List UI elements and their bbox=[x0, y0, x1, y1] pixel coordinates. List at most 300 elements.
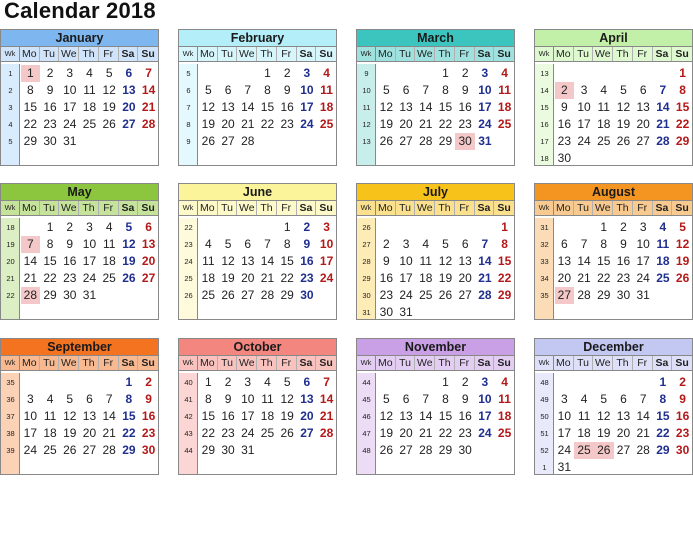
day-cell[interactable]: 25 bbox=[102, 271, 116, 285]
day-cell[interactable]: 4 bbox=[46, 392, 54, 406]
day-cell[interactable]: 1 bbox=[46, 220, 54, 234]
day-cell[interactable]: 15 bbox=[43, 254, 57, 268]
day-cell[interactable]: 11 bbox=[261, 392, 274, 406]
day-cell[interactable]: 25 bbox=[82, 117, 97, 131]
day-cell[interactable]: 16 bbox=[458, 409, 472, 423]
day-cell[interactable]: 15 bbox=[23, 100, 38, 114]
day-cell[interactable]: 7 bbox=[580, 237, 588, 251]
day-cell[interactable]: 22 bbox=[122, 426, 136, 440]
day-cell[interactable]: 26 bbox=[102, 117, 116, 131]
day-cell[interactable]: 5 bbox=[125, 220, 133, 234]
day-cell[interactable]: 15 bbox=[438, 409, 453, 423]
day-cell[interactable]: 17 bbox=[82, 254, 97, 268]
day-cell[interactable]: 26 bbox=[438, 288, 453, 302]
day-cell[interactable]: 14 bbox=[577, 254, 591, 268]
day-cell[interactable]: 24 bbox=[241, 426, 255, 440]
day-cell[interactable]: 9 bbox=[461, 83, 469, 97]
day-cell[interactable]: 24 bbox=[557, 443, 572, 457]
day-cell[interactable]: 8 bbox=[501, 237, 508, 251]
day-cell[interactable]: 22 bbox=[438, 426, 453, 440]
day-cell[interactable]: 15 bbox=[656, 409, 670, 423]
day-cell[interactable]: 3 bbox=[323, 220, 330, 234]
day-cell[interactable]: 8 bbox=[442, 392, 449, 406]
day-cell[interactable]: 23 bbox=[458, 117, 472, 131]
day-cell[interactable]: 25 bbox=[43, 443, 57, 457]
day-cell[interactable]: 22 bbox=[675, 117, 690, 131]
day-cell[interactable]: 6 bbox=[402, 83, 410, 97]
day-cell[interactable]: 9 bbox=[303, 237, 311, 251]
day-cell[interactable]: 30 bbox=[141, 443, 156, 457]
day-cell[interactable]: 23 bbox=[458, 426, 472, 440]
day-cell[interactable]: 28 bbox=[241, 134, 255, 148]
day-cell[interactable]: 29 bbox=[656, 443, 670, 457]
day-cell[interactable]: 4 bbox=[600, 83, 608, 97]
day-cell[interactable]: 20 bbox=[122, 100, 136, 114]
day-cell[interactable]: 2 bbox=[461, 375, 469, 389]
day-cell[interactable]: 2 bbox=[145, 375, 152, 389]
day-cell[interactable]: 28 bbox=[141, 117, 156, 131]
day-cell[interactable]: 15 bbox=[201, 409, 216, 423]
day-cell[interactable]: 18 bbox=[577, 426, 591, 440]
day-cell[interactable]: 12 bbox=[63, 409, 77, 423]
day-cell[interactable]: 21 bbox=[478, 271, 492, 285]
day-cell[interactable]: 3 bbox=[303, 66, 311, 80]
day-cell[interactable]: 8 bbox=[264, 83, 271, 97]
day-cell[interactable]: 16 bbox=[221, 409, 235, 423]
day-cell[interactable]: 30 bbox=[557, 151, 572, 165]
day-cell[interactable]: 24 bbox=[300, 117, 314, 131]
day-cell[interactable]: 12 bbox=[675, 237, 690, 251]
day-cell[interactable]: 19 bbox=[616, 117, 631, 131]
day-cell[interactable]: 18 bbox=[597, 117, 611, 131]
day-cell[interactable]: 5 bbox=[383, 83, 390, 97]
day-cell[interactable]: 16 bbox=[300, 254, 314, 268]
day-cell[interactable]: 19 bbox=[675, 254, 690, 268]
day-cell[interactable]: 26 bbox=[379, 443, 394, 457]
day-cell[interactable]: 8 bbox=[27, 83, 34, 97]
day-cell[interactable]: 29 bbox=[122, 443, 136, 457]
day-cell[interactable]: 28 bbox=[636, 443, 650, 457]
day-cell[interactable]: 20 bbox=[82, 426, 97, 440]
day-cell[interactable]: 8 bbox=[205, 392, 212, 406]
day-cell[interactable]: 20 bbox=[241, 271, 255, 285]
day-cell[interactable]: 26 bbox=[63, 443, 77, 457]
day-cell[interactable]: 10 bbox=[577, 100, 591, 114]
day-cell[interactable]: 30 bbox=[616, 288, 631, 302]
day-cell[interactable]: 30 bbox=[675, 443, 690, 457]
day-cell[interactable]: 3 bbox=[481, 375, 489, 389]
day-cell[interactable]: 31 bbox=[399, 305, 413, 319]
day-cell[interactable]: 8 bbox=[46, 237, 54, 251]
day-cell[interactable]: 1 bbox=[442, 375, 449, 389]
day-cell[interactable]: 17 bbox=[636, 254, 650, 268]
day-cell[interactable]: 10 bbox=[478, 392, 492, 406]
day-cell[interactable]: 14 bbox=[102, 409, 116, 423]
day-cell[interactable]: 2 bbox=[679, 375, 686, 389]
day-cell[interactable]: 11 bbox=[597, 100, 610, 114]
day-cell[interactable]: 18 bbox=[102, 254, 116, 268]
day-cell[interactable]: 4 bbox=[501, 375, 508, 389]
day-cell[interactable]: 9 bbox=[383, 254, 390, 268]
day-cell[interactable]: 21 bbox=[260, 271, 275, 285]
day-cell[interactable]: 20 bbox=[399, 426, 413, 440]
day-cell[interactable]: 1 bbox=[205, 375, 212, 389]
day-cell[interactable]: 14 bbox=[141, 83, 156, 97]
day-cell[interactable]: 16 bbox=[63, 254, 77, 268]
day-cell[interactable]: 5 bbox=[205, 83, 212, 97]
day-cell[interactable]: 1 bbox=[442, 66, 449, 80]
day-cell[interactable]: 29 bbox=[23, 134, 38, 148]
day-cell[interactable]: 12 bbox=[221, 254, 235, 268]
day-cell[interactable]: 12 bbox=[201, 100, 216, 114]
day-cell[interactable]: 24 bbox=[636, 271, 650, 285]
day-cell[interactable]: 27 bbox=[122, 117, 136, 131]
day-cell[interactable]: 3 bbox=[27, 392, 34, 406]
day-cell[interactable]: 17 bbox=[241, 409, 255, 423]
day-cell[interactable]: 29 bbox=[201, 443, 216, 457]
day-cell[interactable]: 29 bbox=[675, 134, 690, 148]
day-cell[interactable]: 21 bbox=[319, 409, 334, 423]
day-cell[interactable]: 16 bbox=[141, 409, 156, 423]
day-cell[interactable]: 16 bbox=[379, 271, 394, 285]
day-cell[interactable]: 16 bbox=[557, 117, 572, 131]
day-cell[interactable]: 14 bbox=[656, 100, 670, 114]
day-cell[interactable]: 5 bbox=[383, 392, 390, 406]
day-cell[interactable]: 5 bbox=[224, 237, 232, 251]
day-cell[interactable]: 16 bbox=[675, 409, 690, 423]
day-cell[interactable]: 10 bbox=[63, 83, 77, 97]
day-cell[interactable]: 17 bbox=[577, 117, 591, 131]
day-cell[interactable]: 6 bbox=[639, 83, 647, 97]
day-cell[interactable]: 30 bbox=[458, 443, 472, 457]
day-cell[interactable]: 7 bbox=[244, 83, 252, 97]
day-cell[interactable]: 23 bbox=[141, 426, 156, 440]
day-cell[interactable]: 5 bbox=[283, 375, 291, 389]
day-cell[interactable]: 31 bbox=[63, 134, 77, 148]
day-cell[interactable]: 18 bbox=[201, 271, 216, 285]
day-cell[interactable]: 20 bbox=[141, 254, 156, 268]
day-cell[interactable]: 22 bbox=[260, 117, 275, 131]
day-cell[interactable]: 11 bbox=[498, 392, 511, 406]
day-cell[interactable]: 13 bbox=[399, 100, 413, 114]
day-cell[interactable]: 25 bbox=[497, 117, 512, 131]
day-cell[interactable]: 7 bbox=[659, 83, 667, 97]
day-cell[interactable]: 23 bbox=[221, 426, 235, 440]
day-cell[interactable]: 10 bbox=[478, 83, 492, 97]
day-cell[interactable]: 31 bbox=[636, 288, 650, 302]
day-cell[interactable]: 9 bbox=[46, 83, 54, 97]
day-cell[interactable]: 2 bbox=[303, 220, 311, 234]
day-cell[interactable]: 13 bbox=[82, 409, 97, 423]
day-cell[interactable]: 12 bbox=[280, 392, 294, 406]
day-cell[interactable]: 15 bbox=[280, 254, 294, 268]
day-cell[interactable]: 14 bbox=[319, 392, 334, 406]
day-cell[interactable]: 20 bbox=[221, 117, 235, 131]
day-cell[interactable]: 1 bbox=[21, 65, 41, 82]
day-cell[interactable]: 24 bbox=[319, 271, 334, 285]
day-cell[interactable]: 29 bbox=[438, 443, 453, 457]
day-cell[interactable]: 6 bbox=[461, 237, 469, 251]
day-cell[interactable]: 7 bbox=[264, 237, 271, 251]
day-cell[interactable]: 6 bbox=[402, 392, 410, 406]
day-cell[interactable]: 28 bbox=[260, 288, 275, 302]
day-cell[interactable]: 11 bbox=[577, 409, 591, 423]
day-cell[interactable]: 19 bbox=[221, 271, 235, 285]
day-cell[interactable]: 21 bbox=[577, 271, 591, 285]
day-cell[interactable]: 26 bbox=[675, 271, 690, 285]
day-cell[interactable]: 4 bbox=[264, 375, 271, 389]
day-cell[interactable]: 26 bbox=[221, 288, 235, 302]
day-cell[interactable]: 9 bbox=[66, 237, 74, 251]
day-cell[interactable]: 15 bbox=[438, 100, 453, 114]
day-cell[interactable]: 19 bbox=[63, 426, 77, 440]
day-cell[interactable]: 11 bbox=[656, 237, 670, 251]
day-cell[interactable]: 29 bbox=[597, 288, 611, 302]
day-cell[interactable]: 6 bbox=[244, 237, 252, 251]
day-cell[interactable]: 14 bbox=[478, 254, 492, 268]
day-cell[interactable]: 12 bbox=[379, 409, 394, 423]
day-cell[interactable]: 15 bbox=[260, 100, 275, 114]
day-cell[interactable]: 6 bbox=[303, 375, 311, 389]
day-cell[interactable]: 22 bbox=[597, 271, 611, 285]
day-cell[interactable]: 20 bbox=[557, 271, 572, 285]
day-cell[interactable]: 7 bbox=[422, 392, 430, 406]
day-cell[interactable]: 8 bbox=[679, 83, 686, 97]
day-cell[interactable]: 25 bbox=[201, 288, 216, 302]
day-cell[interactable]: 25 bbox=[656, 271, 670, 285]
day-cell[interactable]: 17 bbox=[399, 271, 413, 285]
day-cell[interactable]: 11 bbox=[102, 237, 116, 251]
day-cell[interactable]: 2 bbox=[555, 82, 575, 99]
day-cell[interactable]: 27 bbox=[458, 288, 472, 302]
day-cell[interactable]: 19 bbox=[438, 271, 453, 285]
day-cell[interactable]: 3 bbox=[639, 220, 647, 234]
day-cell[interactable]: 26 bbox=[280, 426, 294, 440]
day-cell[interactable]: 17 bbox=[23, 426, 38, 440]
day-cell[interactable]: 4 bbox=[422, 237, 430, 251]
day-cell[interactable]: 22 bbox=[280, 271, 294, 285]
day-cell[interactable]: 30 bbox=[455, 133, 475, 150]
day-cell[interactable]: 27 bbox=[399, 134, 413, 148]
day-cell[interactable]: 2 bbox=[383, 237, 390, 251]
day-cell[interactable]: 17 bbox=[300, 100, 314, 114]
day-cell[interactable]: 5 bbox=[66, 392, 74, 406]
day-cell[interactable]: 23 bbox=[616, 271, 631, 285]
day-cell[interactable]: 18 bbox=[82, 100, 97, 114]
day-cell[interactable]: 6 bbox=[145, 220, 152, 234]
day-cell[interactable]: 30 bbox=[63, 288, 77, 302]
day-cell[interactable]: 20 bbox=[636, 117, 650, 131]
day-cell[interactable]: 28 bbox=[319, 426, 334, 440]
day-cell[interactable]: 11 bbox=[498, 83, 511, 97]
day-cell[interactable]: 9 bbox=[461, 392, 469, 406]
day-cell[interactable]: 28 bbox=[478, 288, 492, 302]
day-cell[interactable]: 13 bbox=[122, 83, 136, 97]
day-cell[interactable]: 4 bbox=[86, 66, 93, 80]
day-cell[interactable]: 10 bbox=[399, 254, 413, 268]
day-cell[interactable]: 28 bbox=[419, 443, 433, 457]
day-cell[interactable]: 23 bbox=[43, 117, 57, 131]
day-cell[interactable]: 19 bbox=[122, 254, 136, 268]
day-cell[interactable]: 25 bbox=[574, 442, 594, 459]
day-cell[interactable]: 23 bbox=[675, 426, 690, 440]
day-cell[interactable]: 1 bbox=[283, 220, 291, 234]
day-cell[interactable]: 2 bbox=[283, 66, 291, 80]
day-cell[interactable]: 18 bbox=[260, 409, 275, 423]
day-cell[interactable]: 22 bbox=[43, 271, 57, 285]
day-cell[interactable]: 24 bbox=[399, 288, 413, 302]
day-cell[interactable]: 10 bbox=[23, 409, 38, 423]
day-cell[interactable]: 4 bbox=[105, 220, 113, 234]
day-cell[interactable]: 7 bbox=[105, 392, 113, 406]
day-cell[interactable]: 30 bbox=[379, 305, 394, 319]
day-cell[interactable]: 26 bbox=[379, 134, 394, 148]
day-cell[interactable]: 7 bbox=[21, 236, 41, 253]
day-cell[interactable]: 25 bbox=[597, 134, 611, 148]
day-cell[interactable]: 4 bbox=[659, 220, 667, 234]
day-cell[interactable]: 16 bbox=[280, 100, 294, 114]
day-cell[interactable]: 25 bbox=[260, 426, 275, 440]
day-cell[interactable]: 14 bbox=[241, 100, 255, 114]
day-cell[interactable]: 28 bbox=[102, 443, 116, 457]
day-cell[interactable]: 19 bbox=[597, 426, 611, 440]
day-cell[interactable]: 14 bbox=[419, 100, 433, 114]
day-cell[interactable]: 9 bbox=[620, 237, 627, 251]
day-cell[interactable]: 31 bbox=[557, 460, 572, 474]
day-cell[interactable]: 27 bbox=[141, 271, 156, 285]
day-cell[interactable]: 20 bbox=[458, 271, 472, 285]
day-cell[interactable]: 6 bbox=[125, 66, 133, 80]
day-cell[interactable]: 27 bbox=[300, 426, 314, 440]
day-cell[interactable]: 23 bbox=[280, 117, 294, 131]
day-cell[interactable]: 21 bbox=[419, 426, 433, 440]
day-cell[interactable]: 18 bbox=[656, 254, 670, 268]
day-cell[interactable]: 5 bbox=[679, 220, 686, 234]
day-cell[interactable]: 4 bbox=[323, 66, 330, 80]
day-cell[interactable]: 4 bbox=[580, 392, 588, 406]
day-cell[interactable]: 31 bbox=[478, 134, 492, 148]
day-cell[interactable]: 9 bbox=[145, 392, 152, 406]
day-cell[interactable]: 13 bbox=[616, 409, 631, 423]
day-cell[interactable]: 17 bbox=[63, 100, 77, 114]
day-cell[interactable]: 27 bbox=[555, 287, 575, 304]
day-cell[interactable]: 22 bbox=[438, 117, 453, 131]
day-cell[interactable]: 12 bbox=[597, 409, 611, 423]
day-cell[interactable]: 9 bbox=[679, 392, 686, 406]
day-cell[interactable]: 2 bbox=[66, 220, 74, 234]
day-cell[interactable]: 24 bbox=[478, 117, 492, 131]
day-cell[interactable]: 7 bbox=[323, 375, 330, 389]
day-cell[interactable]: 21 bbox=[141, 100, 156, 114]
day-cell[interactable]: 13 bbox=[300, 392, 314, 406]
day-cell[interactable]: 25 bbox=[497, 426, 512, 440]
day-cell[interactable]: 21 bbox=[636, 426, 650, 440]
day-cell[interactable]: 20 bbox=[300, 409, 314, 423]
day-cell[interactable]: 16 bbox=[616, 254, 631, 268]
day-cell[interactable]: 26 bbox=[594, 442, 614, 459]
day-cell[interactable]: 23 bbox=[63, 271, 77, 285]
day-cell[interactable]: 22 bbox=[656, 426, 670, 440]
day-cell[interactable]: 19 bbox=[379, 117, 394, 131]
day-cell[interactable]: 3 bbox=[86, 220, 93, 234]
day-cell[interactable]: 1 bbox=[659, 375, 667, 389]
day-cell[interactable]: 9 bbox=[224, 392, 232, 406]
day-cell[interactable]: 27 bbox=[241, 288, 255, 302]
day-cell[interactable]: 25 bbox=[319, 117, 334, 131]
day-cell[interactable]: 6 bbox=[561, 237, 568, 251]
day-cell[interactable]: 10 bbox=[557, 409, 572, 423]
day-cell[interactable]: 31 bbox=[241, 443, 255, 457]
day-cell[interactable]: 13 bbox=[557, 254, 572, 268]
day-cell[interactable]: 21 bbox=[241, 117, 255, 131]
day-cell[interactable]: 17 bbox=[478, 409, 492, 423]
day-cell[interactable]: 6 bbox=[620, 392, 627, 406]
day-cell[interactable]: 11 bbox=[202, 254, 215, 268]
day-cell[interactable]: 24 bbox=[478, 426, 492, 440]
day-cell[interactable]: 12 bbox=[379, 100, 394, 114]
day-cell[interactable]: 22 bbox=[201, 426, 216, 440]
day-cell[interactable]: 12 bbox=[438, 254, 453, 268]
day-cell[interactable]: 14 bbox=[419, 409, 433, 423]
day-cell[interactable]: 20 bbox=[616, 426, 631, 440]
day-cell[interactable]: 24 bbox=[577, 134, 591, 148]
day-cell[interactable]: 22 bbox=[23, 117, 38, 131]
day-cell[interactable]: 10 bbox=[300, 83, 314, 97]
day-cell[interactable]: 3 bbox=[402, 237, 410, 251]
day-cell[interactable]: 10 bbox=[319, 237, 334, 251]
day-cell[interactable]: 2 bbox=[620, 220, 627, 234]
day-cell[interactable]: 2 bbox=[224, 375, 232, 389]
day-cell[interactable]: 16 bbox=[458, 100, 472, 114]
day-cell[interactable]: 29 bbox=[280, 288, 294, 302]
day-cell[interactable]: 11 bbox=[83, 83, 96, 97]
day-cell[interactable]: 21 bbox=[23, 271, 38, 285]
day-cell[interactable]: 17 bbox=[319, 254, 334, 268]
day-cell[interactable]: 10 bbox=[82, 237, 97, 251]
day-cell[interactable]: 26 bbox=[122, 271, 136, 285]
day-cell[interactable]: 6 bbox=[86, 392, 93, 406]
day-cell[interactable]: 31 bbox=[82, 288, 97, 302]
day-cell[interactable]: 14 bbox=[636, 409, 650, 423]
day-cell[interactable]: 9 bbox=[561, 100, 568, 114]
day-cell[interactable]: 5 bbox=[600, 392, 608, 406]
day-cell[interactable]: 4 bbox=[205, 237, 212, 251]
day-cell[interactable]: 13 bbox=[221, 100, 235, 114]
day-cell[interactable]: 8 bbox=[283, 237, 291, 251]
day-cell[interactable]: 20 bbox=[399, 117, 413, 131]
day-cell[interactable]: 9 bbox=[283, 83, 291, 97]
day-cell[interactable]: 30 bbox=[221, 443, 235, 457]
day-cell[interactable]: 5 bbox=[620, 83, 627, 97]
day-cell[interactable]: 23 bbox=[557, 134, 572, 148]
day-cell[interactable]: 29 bbox=[43, 288, 57, 302]
day-cell[interactable]: 15 bbox=[122, 409, 136, 423]
day-cell[interactable]: 23 bbox=[300, 271, 314, 285]
day-cell[interactable]: 17 bbox=[557, 426, 572, 440]
day-cell[interactable]: 8 bbox=[659, 392, 667, 406]
day-cell[interactable]: 10 bbox=[241, 392, 255, 406]
day-cell[interactable]: 3 bbox=[481, 66, 489, 80]
day-cell[interactable]: 18 bbox=[419, 271, 433, 285]
day-cell[interactable]: 28 bbox=[419, 134, 433, 148]
day-cell[interactable]: 2 bbox=[46, 66, 54, 80]
day-cell[interactable]: 24 bbox=[23, 443, 38, 457]
day-cell[interactable]: 19 bbox=[201, 117, 216, 131]
day-cell[interactable]: 24 bbox=[63, 117, 77, 131]
day-cell[interactable]: 8 bbox=[600, 237, 608, 251]
day-cell[interactable]: 12 bbox=[102, 83, 116, 97]
day-cell[interactable]: 13 bbox=[636, 100, 650, 114]
